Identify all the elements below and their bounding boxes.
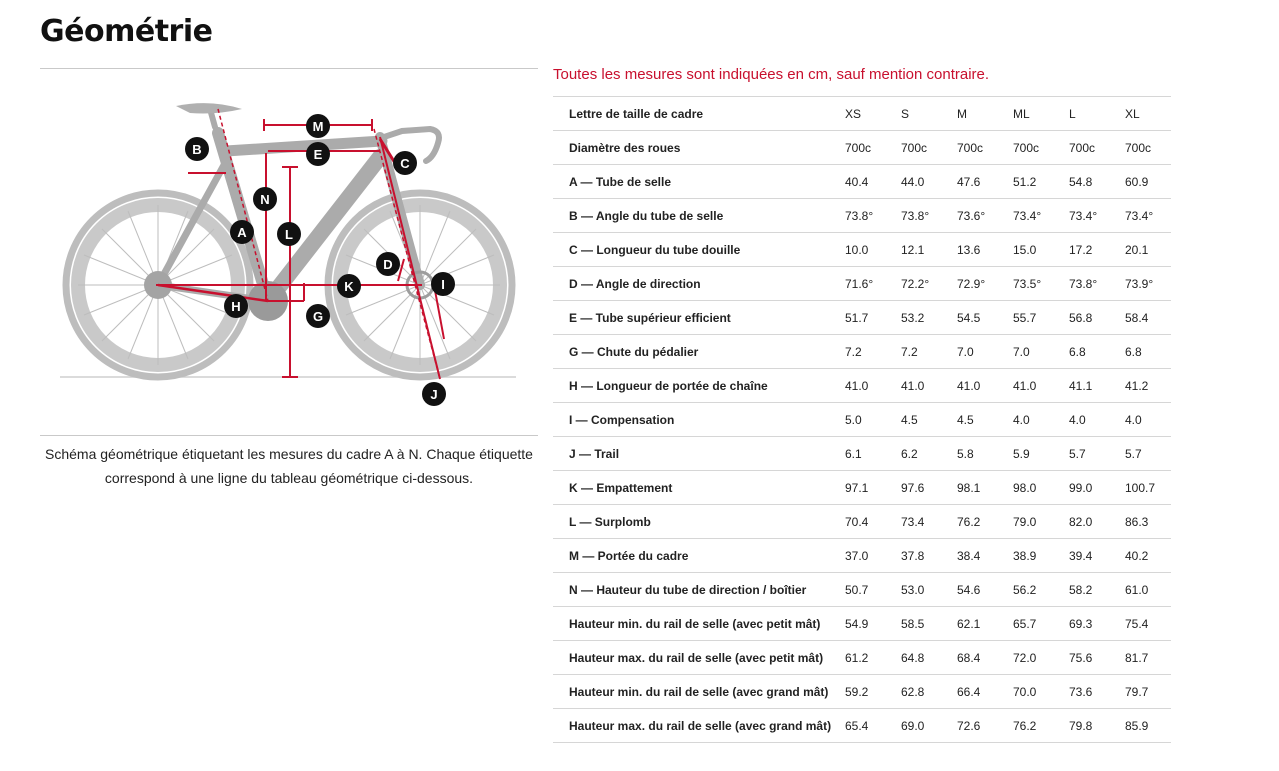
table-row bbox=[553, 709, 1171, 743]
row-label: A — Tube de selle bbox=[569, 174, 672, 189]
cell-value: 56.8 bbox=[1069, 310, 1093, 325]
table-row bbox=[553, 573, 1171, 607]
cell-value: 73.4° bbox=[1013, 208, 1042, 223]
row-label: L — Surplomb bbox=[569, 514, 651, 529]
cell-value: 6.8 bbox=[1069, 344, 1086, 359]
marker-B bbox=[185, 137, 209, 161]
cell-value: 97.6 bbox=[901, 480, 925, 495]
table-row bbox=[553, 369, 1171, 403]
cell-value: 39.4 bbox=[1069, 548, 1093, 563]
marker-D bbox=[376, 252, 400, 276]
cell-value: 4.0 bbox=[1069, 412, 1086, 427]
cell-value: 38.4 bbox=[957, 548, 981, 563]
cell-value: 73.9° bbox=[1125, 276, 1154, 291]
cell-value: 5.7 bbox=[1069, 446, 1086, 461]
row-label: K — Empattement bbox=[569, 480, 673, 495]
cell-value: 40.2 bbox=[1125, 548, 1149, 563]
cell-value: 47.6 bbox=[957, 174, 981, 189]
cell-value: 44.0 bbox=[901, 174, 925, 189]
marker-G bbox=[306, 304, 330, 328]
marker-E-label: E bbox=[313, 147, 323, 162]
cell-value: 700c bbox=[957, 140, 984, 155]
table-row bbox=[553, 267, 1171, 301]
cell-value: 7.2 bbox=[901, 344, 918, 359]
table-header-row bbox=[553, 97, 1171, 131]
cell-value: 37.8 bbox=[901, 548, 925, 563]
row-label: C — Longueur du tube douille bbox=[569, 242, 741, 257]
cell-value: 6.1 bbox=[845, 446, 862, 461]
row-label: G — Chute du pédalier bbox=[569, 344, 699, 359]
cell-value: 69.0 bbox=[901, 718, 925, 733]
cell-value: 41.2 bbox=[1125, 378, 1149, 393]
table-row bbox=[553, 641, 1171, 675]
cell-value: 73.4 bbox=[901, 514, 925, 529]
cell-value: 86.3 bbox=[1125, 514, 1149, 529]
marker-H-label: H bbox=[231, 299, 241, 314]
cell-value: 700c bbox=[1013, 140, 1040, 155]
cell-value: 700c bbox=[901, 140, 928, 155]
cell-value: 72.9° bbox=[957, 276, 986, 291]
cell-value: 64.8 bbox=[901, 650, 925, 665]
cell-value: 53.2 bbox=[901, 310, 925, 325]
table-row bbox=[553, 165, 1171, 199]
header-label: Lettre de taille de cadre bbox=[569, 106, 704, 121]
marker-K-label: K bbox=[344, 279, 354, 294]
cell-value: 7.0 bbox=[1013, 344, 1030, 359]
cell-value: 75.4 bbox=[1125, 616, 1149, 631]
row-label: Hauteur min. du rail de selle (avec petit mât) bbox=[569, 616, 821, 631]
table-row bbox=[553, 675, 1171, 709]
marker-G-label: G bbox=[312, 309, 324, 324]
header-size: ML bbox=[1013, 106, 1030, 121]
cell-value: 54.6 bbox=[957, 582, 981, 597]
cell-value: 62.8 bbox=[901, 684, 925, 699]
row-label: Hauteur min. du rail de selle (avec grand mât) bbox=[569, 684, 829, 699]
marker-B-label: B bbox=[192, 142, 202, 157]
cell-value: 51.2 bbox=[1013, 174, 1037, 189]
marker-D-label: D bbox=[383, 257, 393, 272]
cell-value: 12.1 bbox=[901, 242, 925, 257]
cell-value: 41.0 bbox=[901, 378, 925, 393]
marker-C-label: C bbox=[400, 156, 410, 171]
cell-value: 75.6 bbox=[1069, 650, 1093, 665]
cell-value: 54.5 bbox=[957, 310, 981, 325]
table-row bbox=[553, 607, 1171, 641]
cell-value: 79.7 bbox=[1125, 684, 1149, 699]
marker-M-label: M bbox=[312, 119, 324, 134]
cell-value: 65.7 bbox=[1013, 616, 1037, 631]
cell-value: 71.6° bbox=[845, 276, 874, 291]
cell-value: 73.5° bbox=[1013, 276, 1042, 291]
cell-value: 41.0 bbox=[957, 378, 981, 393]
geometry-table bbox=[553, 96, 1171, 743]
cell-value: 68.4 bbox=[957, 650, 981, 665]
cell-value: 50.7 bbox=[845, 582, 869, 597]
cell-value: 65.4 bbox=[845, 718, 869, 733]
cell-value: 37.0 bbox=[845, 548, 869, 563]
row-label: I — Compensation bbox=[569, 412, 675, 427]
row-label: Hauteur max. du rail de selle (avec petit mât) bbox=[569, 650, 824, 665]
row-label: B — Angle du tube de selle bbox=[569, 208, 724, 223]
cell-value: 62.1 bbox=[957, 616, 981, 631]
header-size: M bbox=[957, 106, 967, 121]
cell-value: 79.0 bbox=[1013, 514, 1037, 529]
cell-value: 58.5 bbox=[901, 616, 925, 631]
diagram-panel bbox=[40, 68, 538, 490]
marker-A bbox=[230, 220, 254, 244]
cell-value: 73.8° bbox=[901, 208, 930, 223]
diagram-caption: Schéma géométrique étiquetant les mesures du cadre A à N. Chaque étiquette correspond à une ligne du tableau géométrique ci-dessous. bbox=[45, 446, 533, 486]
cell-value: 5.0 bbox=[845, 412, 862, 427]
marker-N bbox=[253, 187, 277, 211]
cell-value: 58.4 bbox=[1125, 310, 1149, 325]
marker-L-label: L bbox=[285, 227, 293, 242]
bike-geometry-diagram bbox=[40, 69, 538, 435]
cell-value: 4.5 bbox=[957, 412, 974, 427]
marker-I-label: I bbox=[441, 277, 445, 292]
cell-value: 61.2 bbox=[845, 650, 869, 665]
cell-value: 72.2° bbox=[901, 276, 930, 291]
marker-A-label: A bbox=[237, 225, 247, 240]
cell-value: 20.1 bbox=[1125, 242, 1149, 257]
page-title: Géométrie bbox=[40, 14, 213, 49]
cell-value: 85.9 bbox=[1125, 718, 1149, 733]
cell-value: 73.4° bbox=[1069, 208, 1098, 223]
cell-value: 61.0 bbox=[1125, 582, 1149, 597]
table-row bbox=[553, 539, 1171, 573]
table-row bbox=[553, 301, 1171, 335]
cell-value: 6.8 bbox=[1125, 344, 1142, 359]
table-row bbox=[553, 335, 1171, 369]
header-size: XS bbox=[845, 106, 862, 121]
cell-value: 51.7 bbox=[845, 310, 869, 325]
marker-J-label: J bbox=[430, 387, 438, 402]
cell-value: 79.8 bbox=[1069, 718, 1093, 733]
header-size: L bbox=[1069, 106, 1076, 121]
cell-value: 97.1 bbox=[845, 480, 869, 495]
cell-value: 99.0 bbox=[1069, 480, 1093, 495]
cell-value: 82.0 bbox=[1069, 514, 1093, 529]
cell-value: 73.6 bbox=[1069, 684, 1093, 699]
cell-value: 13.6 bbox=[957, 242, 981, 257]
cell-value: 76.2 bbox=[1013, 718, 1037, 733]
divider bbox=[40, 435, 538, 436]
cell-value: 70.0 bbox=[1013, 684, 1037, 699]
cell-value: 53.0 bbox=[901, 582, 925, 597]
cell-value: 40.4 bbox=[845, 174, 869, 189]
cell-value: 41.0 bbox=[845, 378, 869, 393]
table-row bbox=[553, 403, 1171, 437]
table-row bbox=[553, 471, 1171, 505]
header-size: S bbox=[901, 106, 910, 121]
cell-value: 60.9 bbox=[1125, 174, 1149, 189]
cell-value: 54.9 bbox=[845, 616, 869, 631]
marker-E bbox=[306, 142, 330, 166]
cell-value: 73.4° bbox=[1125, 208, 1154, 223]
cell-value: 55.7 bbox=[1013, 310, 1037, 325]
table-row bbox=[553, 437, 1171, 471]
cell-value: 10.0 bbox=[845, 242, 869, 257]
cell-value: 56.2 bbox=[1013, 582, 1037, 597]
header-size: XL bbox=[1125, 106, 1140, 121]
cell-value: 7.2 bbox=[845, 344, 862, 359]
row-label: M — Portée du cadre bbox=[569, 548, 689, 563]
marker-L bbox=[277, 222, 301, 246]
cell-value: 700c bbox=[845, 140, 872, 155]
cell-value: 81.7 bbox=[1125, 650, 1149, 665]
cell-value: 72.6 bbox=[957, 718, 981, 733]
cell-value: 5.8 bbox=[957, 446, 974, 461]
marker-M bbox=[306, 114, 330, 138]
cell-value: 15.0 bbox=[1013, 242, 1037, 257]
cell-value: 5.9 bbox=[1013, 446, 1030, 461]
row-label: N — Hauteur du tube de direction / boîtier bbox=[569, 582, 807, 597]
cell-value: 5.7 bbox=[1125, 446, 1142, 461]
cell-value: 98.0 bbox=[1013, 480, 1037, 495]
marker-C bbox=[393, 151, 417, 175]
table-row bbox=[553, 131, 1171, 165]
cell-value: 70.4 bbox=[845, 514, 869, 529]
row-label: D — Angle de direction bbox=[569, 276, 701, 291]
saddle bbox=[176, 103, 242, 113]
marker-K bbox=[337, 274, 361, 298]
cell-value: 72.0 bbox=[1013, 650, 1037, 665]
row-label: J — Trail bbox=[569, 446, 620, 461]
cell-value: 66.4 bbox=[957, 684, 981, 699]
cell-value: 76.2 bbox=[957, 514, 981, 529]
cell-value: 98.1 bbox=[957, 480, 981, 495]
cell-value: 700c bbox=[1069, 140, 1096, 155]
row-label: Diamètre des roues bbox=[569, 140, 681, 155]
cell-value: 73.8° bbox=[845, 208, 874, 223]
cell-value: 4.0 bbox=[1125, 412, 1142, 427]
measurement-note: Toutes les mesures sont indiquées en cm, sauf mention contraire. bbox=[553, 66, 990, 83]
cell-value: 59.2 bbox=[845, 684, 869, 699]
cell-value: 58.2 bbox=[1069, 582, 1093, 597]
cell-value: 4.0 bbox=[1013, 412, 1030, 427]
cell-value: 73.6° bbox=[957, 208, 986, 223]
cell-value: 4.5 bbox=[901, 412, 918, 427]
table-row bbox=[553, 505, 1171, 539]
marker-H bbox=[224, 294, 248, 318]
cell-value: 41.1 bbox=[1069, 378, 1093, 393]
marker-J bbox=[422, 382, 446, 406]
cell-value: 6.2 bbox=[901, 446, 918, 461]
cell-value: 17.2 bbox=[1069, 242, 1093, 257]
marker-N-label: N bbox=[260, 192, 270, 207]
row-label: H — Longueur de portée de chaîne bbox=[569, 378, 768, 393]
cell-value: 7.0 bbox=[957, 344, 974, 359]
row-label: Hauteur max. du rail de selle (avec grand mât) bbox=[569, 718, 832, 733]
cell-value: 100.7 bbox=[1125, 480, 1156, 495]
row-label: E — Tube supérieur efficient bbox=[569, 310, 731, 325]
cell-value: 700c bbox=[1125, 140, 1152, 155]
cell-value: 73.8° bbox=[1069, 276, 1098, 291]
cell-value: 41.0 bbox=[1013, 378, 1037, 393]
cell-value: 38.9 bbox=[1013, 548, 1037, 563]
cell-value: 54.8 bbox=[1069, 174, 1093, 189]
table-row bbox=[553, 199, 1171, 233]
marker-I bbox=[431, 272, 455, 296]
cell-value: 69.3 bbox=[1069, 616, 1093, 631]
table-row bbox=[553, 233, 1171, 267]
